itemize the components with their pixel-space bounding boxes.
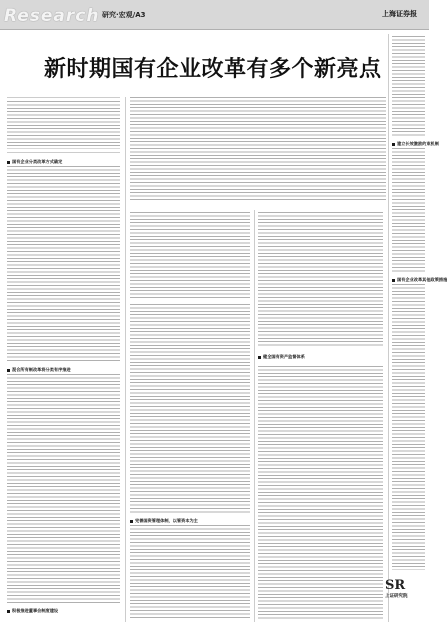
body-text-col2-c xyxy=(130,525,250,620)
section-title-3: 积极推进董事会制度建设 xyxy=(7,608,58,614)
square-bullet-icon xyxy=(130,520,133,523)
column-rule xyxy=(125,97,126,622)
body-text-col3-a xyxy=(258,212,383,348)
body-text-upper-wide xyxy=(130,97,386,201)
column-rule xyxy=(388,34,389,622)
square-bullet-icon xyxy=(7,369,10,372)
section-title-1: 国有企业分类改革方式确定 xyxy=(7,159,62,165)
body-text-col1-b xyxy=(7,374,120,604)
body-text-col4-a xyxy=(392,36,425,136)
square-bullet-icon xyxy=(392,143,395,146)
article-lead xyxy=(7,97,120,153)
sr-logo: SR 上证研究院 xyxy=(385,578,408,599)
section-title-6: 建立长效激励约束机制 xyxy=(392,141,439,147)
paper-name: 上海证券报 xyxy=(382,9,417,18)
body-text-col1-a xyxy=(7,166,120,362)
square-bullet-icon xyxy=(258,356,261,359)
square-bullet-icon xyxy=(392,279,395,282)
square-bullet-icon xyxy=(7,610,10,613)
column-rule xyxy=(254,210,255,622)
body-text-col2-b xyxy=(130,304,250,514)
masthead: Research xyxy=(4,6,100,26)
section-title-2: 混合所有制改革将分类有序推进 xyxy=(7,367,71,373)
section-title-4: 完善国资管理体制，以管资本为主 xyxy=(130,518,198,524)
body-text-col4-b xyxy=(392,148,425,272)
article-headline: 新时期国有企业改革有多个新亮点 xyxy=(44,56,382,82)
square-bullet-icon xyxy=(7,161,10,164)
section-title-7: 国有企业改革其他政策措施 xyxy=(392,277,447,283)
body-text-col3-b xyxy=(258,366,383,620)
section-label: 研究·宏观/A3 xyxy=(102,11,146,19)
body-text-col4-c xyxy=(392,284,425,570)
body-text-col2-a xyxy=(130,212,250,300)
section-title-5: 健全国有资产监督体系 xyxy=(258,354,305,360)
